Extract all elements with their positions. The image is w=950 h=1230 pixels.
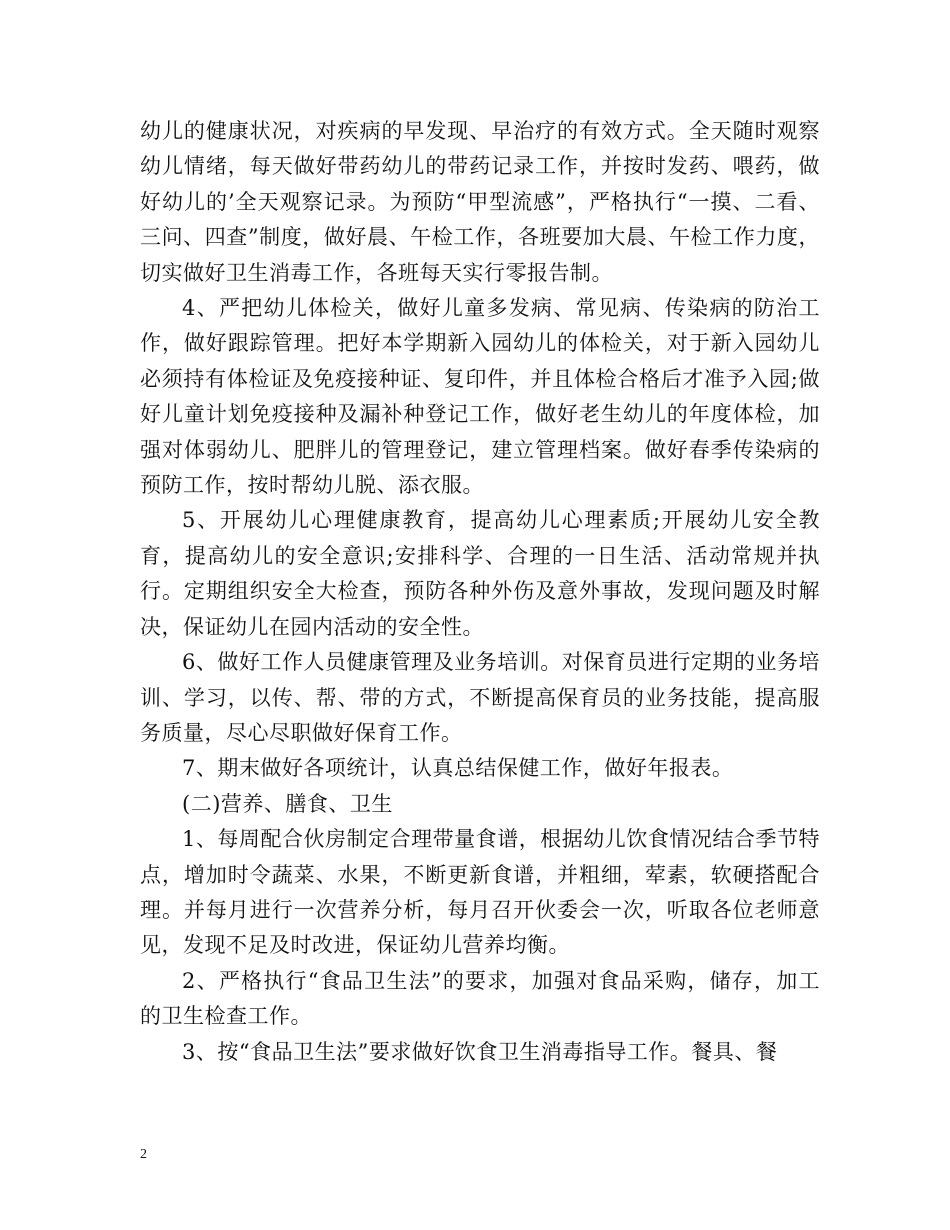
paragraph-item-6-staff-training: 6、做好工作人员健康管理及业务培训。对保育员进行定期的业务培训、学习，以传、帮、带的方式，不断提高保育员的业务技能，提高服务质量，尽心尽职做好保育工作。 — [140, 650, 820, 745]
document-body — [140, 114, 820, 1070]
paragraph-item-2-food-hygiene: 2、严格执行“食品卫生法”的要求，加强对食品采购，储存，加工的卫生检查工作。 — [140, 968, 820, 1029]
section-heading-nutrition: (二)营养、膳食、卫生 — [182, 791, 393, 816]
page-number: 2 — [140, 1147, 147, 1162]
paragraph-health-observation: 幼儿的健康状况，对疾病的早发现、早治疗的有效方式。全天随时观察幼儿情绪，每天做好带药幼儿的带药记录工作，并按时发药、喂药，做好幼儿的’全天观察记录。为预防“甲型流感”，严格执行“一摸、二看、三问、四查”制度，做好晨、午检工作，各班要加大晨、午检工作力度，切实做好卫生消毒工作，各班每天实行零报告制。 — [140, 119, 820, 285]
paragraph-item-3-disinfection: 3、按“食品卫生法”要求做好饮食卫生消毒指导工作。餐具、餐 — [182, 1039, 778, 1064]
paragraph-item-4-physical-exam: 4、严把幼儿体检关，做好儿童多发病、常见病、传染病的防治工作，做好跟踪管理。把好本学期新入园幼儿的体检关，对于新入园幼儿必须持有体检证及免疫接种证、复印件，并且体检合格后才准予入园;做好儿童计划免疫接种及漏补种登记工作，做好老生幼儿的年度体检，加强对体弱幼儿、肥胖儿的管理登记，建立管理档案。做好春季传染病的预防工作，按时帮幼儿脱、添衣服。 — [140, 296, 820, 498]
paragraph-item-5-mental-health: 5、开展幼儿心理健康教育，提高幼儿心理素质;开展幼儿安全教育，提高幼儿的安全意识;安排科学、合理的一日生活、活动常规并执行。定期组织安全大检查，预防各种外伤及意外事故，发现问题及时解决，保证幼儿在园内活动的安全性。 — [140, 508, 820, 639]
paragraph-item-7-statistics: 7、期末做好各项统计，认真总结保健工作，做好年报表。 — [182, 756, 734, 781]
paragraph-item-1-menu: 1、每周配合伙房制定合理带量食谱，根据幼儿饮食情况结合季节特点，增加时令蔬菜、水果，不断更新食谱，并粗细，荤素，软硬搭配合理。并每月进行一次营养分析，每月召开伙委会一次，听取各位老师意见，发现不足及时改进，保证幼儿营养均衡。 — [140, 827, 820, 958]
